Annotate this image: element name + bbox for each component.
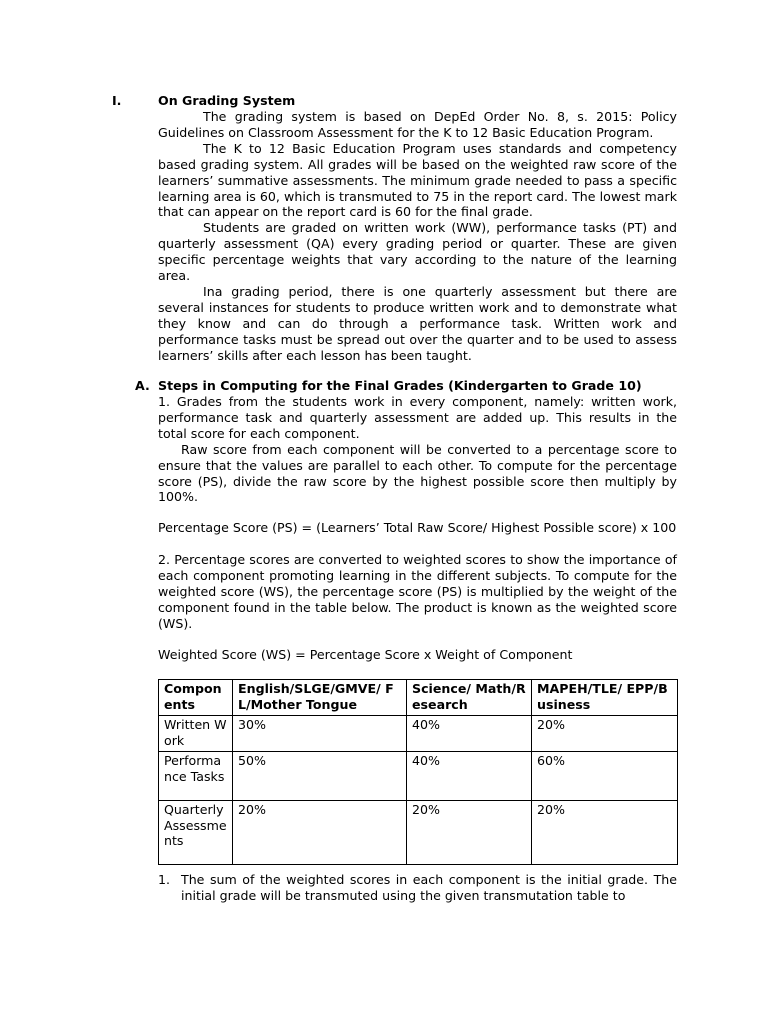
percentage-score-formula: Percentage Score (PS) = (Learners’ Total Raw Score/ Highest Possible score) x 100	[158, 520, 677, 535]
table-cell: 50%	[233, 751, 407, 800]
table-header-row	[159, 680, 678, 716]
table-cell: Performance Tasks	[159, 751, 233, 800]
section-number: I.	[112, 93, 122, 108]
weighted-score-formula: Weighted Score (WS) = Percentage Score x Weight of Component	[158, 647, 573, 662]
paragraph: The grading system is based on DepEd Order No. 8, s. 2015: Policy Guidelines on Classroom Assessment for the K to 12 Basic Education Program.	[158, 109, 677, 140]
paragraph: The K to 12 Basic Education Program uses standards and competency based grading system. All grades will be based on the weighted raw score of the learners’ summative assessments. The minimum grade needed to pass a specific learning area is 60, which is transmuted to 75 in the report card. The lowest mark that can appear on the report card is 60 for the final grade.	[158, 140, 677, 220]
table-cell: 40%	[407, 751, 532, 800]
table-cell: Written Work	[159, 715, 233, 751]
table-row	[159, 800, 678, 864]
table-cell: Quarterly Assessments	[159, 800, 233, 864]
list-item: The sum of the weighted scores in each component is the initial grade. The initial grade will be transmuted using the given transmutation table to	[181, 872, 677, 903]
step-1-continued: Raw score from each component will be converted to a percentage score to ensure that the values are parallel to each other. To compute for the percentage score (PS), divide the raw score by the highest possible score then multiply by 100%.	[158, 441, 677, 505]
steps-body	[158, 394, 677, 505]
table-cell: 20%	[532, 800, 678, 864]
step-1: 1. Grades from the students work in every component, namely: written work, performance task and quarterly assessment are added up. This results in the total score for each component.	[158, 394, 677, 441]
table-cell: 40%	[407, 715, 532, 751]
table-cell: 20%	[407, 800, 532, 864]
paragraph: Ina grading period, there is one quarterly assessment but there are several instances for students to produce written work and to demonstrate what they know and can do through a performance task. Written work and performance tasks must be spread out over the quarter and to be used to assess learners’ skills after each lesson has been taught.	[158, 283, 677, 363]
step-2: 2. Percentage scores are converted to weighted scores to show the importance of each component promoting learning in the different subjects. To compute for the weighted score (WS), the percentage score (PS) is multiplied by the weight of the component found in the table below. The product is known as the weighted score (WS).	[158, 552, 677, 631]
table-row	[159, 751, 678, 800]
paragraph: Students are graded on written work (WW), performance tasks (PT) and quarterly assessment (QA) every grading period or quarter. These are given specific percentage weights that vary according to the nature of the learning area.	[158, 220, 677, 284]
table-cell: 30%	[233, 715, 407, 751]
header-english: English/SLGE/GMVE/ FL/Mother Tongue	[233, 680, 407, 716]
weights-table	[158, 679, 678, 865]
header-science: Science/ Math/Research	[407, 680, 532, 716]
subsection-number: A.	[135, 378, 150, 393]
table-row	[159, 715, 678, 751]
table-cell: 20%	[532, 715, 678, 751]
subsection-title: Steps in Computing for the Final Grades (Kindergarten to Grade 10)	[158, 378, 642, 393]
table-cell: 20%	[233, 800, 407, 864]
section-body	[158, 109, 677, 364]
section-title: On Grading System	[158, 93, 296, 108]
list-number: 1.	[158, 872, 171, 887]
header-components: Components	[159, 680, 233, 716]
header-mapeh: MAPEH/TLE/ EPP/Business	[532, 680, 678, 716]
table-cell: 60%	[532, 751, 678, 800]
